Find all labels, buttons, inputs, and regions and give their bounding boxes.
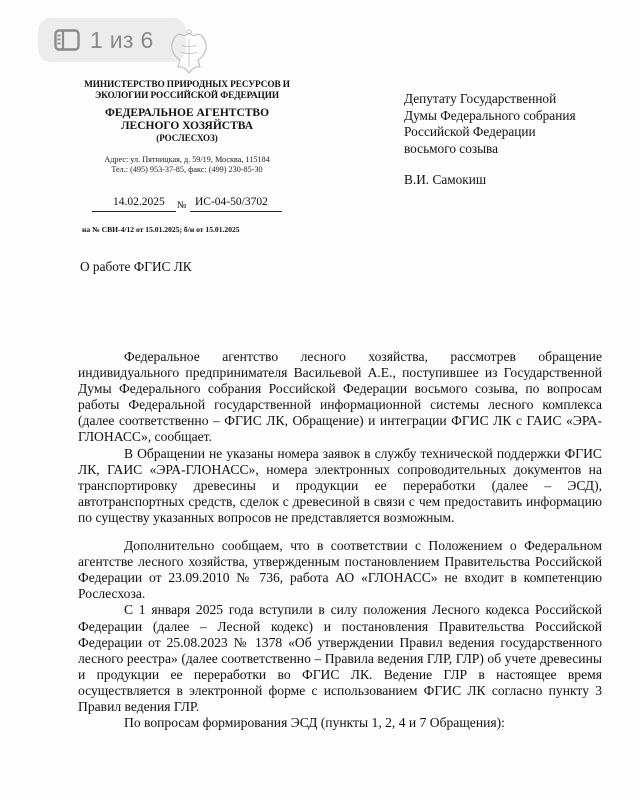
- address-line: Адрес: ул. Пятницкая, д. 59/19, Москва, 115184: [104, 155, 270, 164]
- reference-line: на № СВИ-4/12 от 15.01.2025; б/н от 15.01.2025: [82, 225, 240, 234]
- page-counter[interactable]: [38, 18, 186, 62]
- letter-subject: О работе ФГИС ЛК: [80, 259, 192, 274]
- sender-block: [82, 80, 292, 175]
- body-paragraph: Федеральное агентство лесного хозяйства, рассмотрев обращение индивидуального предпринимателя Васильевой А.Е., поступившее из Государственной Думы Федерального собрания Российской Федерации восьмого созыва, по вопросам работы Федеральной государственной информационной системы лесного комплекса (далее соответственно – ФГИС ЛК, Обращение) и интеграции ФГИС ЛК с ГАИС «ЭРА-ГЛОНАСС», сообщает.: [78, 349, 602, 445]
- body-paragraph: По вопросам формирования ЭСД (пункты 1, 2, 4 и 7 Обращения):: [124, 715, 505, 731]
- date-underline: [92, 211, 176, 212]
- registration-date: 14.02.2025: [113, 196, 165, 208]
- recipient-line: Думы Федерального собрания: [404, 107, 576, 123]
- recipient-line: Российской Федерации: [404, 124, 536, 139]
- page-counter-text: 1 из 6: [90, 26, 154, 53]
- recipient-line: Депутату Государственной: [404, 91, 557, 106]
- agency-short-name: (РОСЛЕСХОЗ): [156, 133, 218, 143]
- agency-name: ФЕДЕРАЛЬНОЕ АГЕНТСТВО ЛЕСНОГО ХОЗЯЙСТВА: [104, 107, 270, 132]
- number-sign: №: [177, 200, 187, 211]
- letter-body: [78, 349, 602, 731]
- coat-of-arms-emblem: [166, 27, 212, 77]
- phone-line: Тел.: (495) 953-37-85, факс: (499) 230-85-30: [111, 165, 263, 174]
- body-paragraph: С 1 января 2025 года вступили в силу положения Лесного кодекса Российской Федерации (далее – Лесной кодекс) и постановления Правительства Российской Федерации от 25.08.2023 № 1378 «Об утверждении Правил ведения государственного лесного реестра» (далее соответственно – Правила ведения ГЛР, ГЛР) об учете древесины и продукции ее переработки во ФГИС ЛК. Ведение ГЛР в настоящее время осуществляется в электронной форме с использованием ФГИС ЛК согласно пункту 3 Правил ведения ГЛР.: [78, 602, 602, 714]
- recipient-line: восьмого созыва: [404, 140, 499, 156]
- ministry-name: МИНИСТЕРСТВО ПРИРОДНЫХ РЕСУРСОВ И ЭКОЛОГИИ РОССИЙСКОЙ ФЕДЕРАЦИИ: [84, 80, 290, 101]
- number-underline: [190, 211, 282, 212]
- body-paragraph: В Обращении не указаны номера заявок в службу технической поддержки ФГИС ЛК, ГАИС «ЭРА-ГЛОНАСС», номера электронных сопроводительных документов на транспортировку древесины и продукции ее переработки (далее – ЭСД), автотранспортных средств, сделок с древесиной в связи с чем предоставить информацию по существу указанных вопросов не представляется возможным.: [78, 445, 602, 525]
- registration-number: ИС-04-50/3702: [195, 196, 268, 208]
- recipient-block: [404, 91, 576, 157]
- sender-address: [82, 155, 292, 175]
- recipient-name: В.И. Самокиш: [404, 172, 487, 187]
- sidebar-panel-icon: [54, 29, 80, 51]
- body-paragraph: Дополнительно сообщаем, что в соответствии с Положением о Федеральном агентстве лесного хозяйства, утвержденным постановлением Правительства Российской Федерации от 23.09.2010 № 736, работа АО «ГЛОНАСС» не входит в компетенцию Рослесхоза.: [78, 538, 602, 602]
